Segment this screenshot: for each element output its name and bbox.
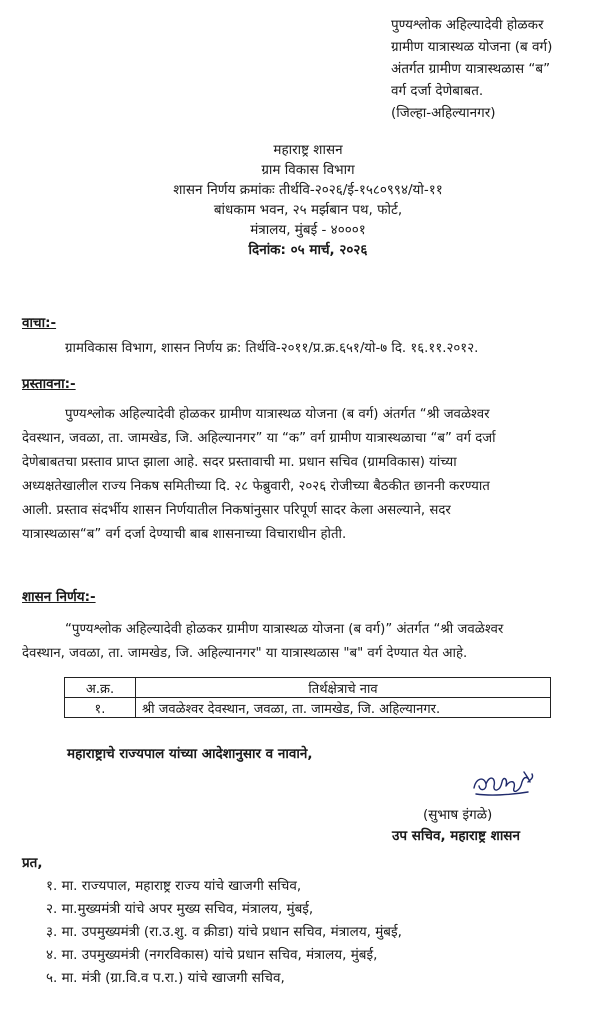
preamble-paragraph bbox=[22, 403, 600, 547]
order-line: महाराष्ट्राचे राज्यपाल यांच्या आदेशानुसार व नावाने, bbox=[67, 746, 313, 762]
read-reference: ग्रामविकास विभाग, शासन निर्णय क्र: तिर्थवि-२०११/प्र.क्र.६५१/यो-७ दि. १६.११.२०१२. bbox=[65, 341, 479, 356]
decision-heading: शासन निर्णय:- bbox=[22, 589, 96, 605]
preamble-heading: प्रस्तावना:- bbox=[22, 376, 76, 392]
table-cell-name: श्री जवळेश्वर देवस्थान, जवळा, ता. जामखेड, जि. अहिल्यानगर. bbox=[136, 698, 551, 718]
copy-to-heading: प्रत, bbox=[22, 855, 43, 871]
signature-image bbox=[470, 768, 540, 800]
department-name: ग्राम विकास विभाग bbox=[261, 162, 355, 178]
subject-line: वर्ग दर्जा देणेबाबत. bbox=[391, 83, 484, 99]
preamble-line: यात्रास्थळास“ब” वर्ग दर्जा देण्याची बाब शासनाच्या विचाराधीन होती. bbox=[22, 527, 347, 542]
list-item: ४. मा. उपमुख्यमंत्री (नगरविकास) यांचे प्रधान सचिव, मंत्रालय, मुंबई, bbox=[46, 947, 378, 963]
signatory-name: (सुभाष इंगळे) bbox=[423, 807, 493, 823]
preamble-line: आली. प्रस्ताव संदर्भीय शासन निर्णयातील निकषांनुसार परिपूर्ण सादर केला असल्याने, सदर bbox=[22, 503, 451, 518]
address-line-2: मंत्रालय, मुंबई - ४०००१ bbox=[250, 222, 366, 238]
copy-to-list bbox=[22, 852, 402, 990]
table-header-serial: अ.क्र. bbox=[65, 678, 136, 698]
subject-block bbox=[391, 14, 552, 124]
table-header-name: तिर्थक्षेत्राचे नाव bbox=[136, 678, 551, 698]
preamble-line: पुण्यश्लोक अहिल्यादेवी होळकर ग्रामीण यात्रास्थळ योजना (ब वर्ग) अंतर्गत “श्री जवळेश्वर bbox=[65, 407, 490, 422]
decision-line: देवस्थान, जवळा, ता. जामखेड, जि. अहिल्यानगर" या यात्रास्थळास "ब" वर्ग देण्यात येत आहे. bbox=[22, 646, 468, 661]
subject-line: (जिल्हा-अहिल्यानगर) bbox=[391, 105, 496, 121]
preamble-line: देणेबाबतचा प्रस्ताव प्राप्त झाला आहे. सदर प्रस्तावाची मा. प्रधान सचिव (ग्रामविकास) यांच्या bbox=[22, 455, 457, 470]
table-cell-serial: १. bbox=[65, 698, 136, 718]
address-line-1: बांधकाम भवन, २५ मर्झबान पथ, फोर्ट, bbox=[213, 202, 403, 218]
document-header bbox=[0, 140, 616, 260]
table-header-row bbox=[65, 678, 551, 698]
decision-line: “पुण्यश्लोक अहिल्यादेवी होळकर ग्रामीण यात्रास्थळ योजना (ब वर्ग)” अंतर्गत “श्री जवळेश्वर bbox=[65, 622, 504, 637]
govt-name: महाराष्ट्र शासन bbox=[273, 142, 343, 158]
subject-line: पुण्यश्लोक अहिल्यादेवी होळकर bbox=[391, 17, 544, 33]
list-item: ३. मा. उपमुख्यमंत्री (रा.उ.शु. व क्रीडा) यांचे प्रधान सचिव, मंत्रालय, मुंबई, bbox=[46, 924, 402, 940]
subject-line: ग्रामीण यात्रास्थळ योजना (ब वर्ग) bbox=[391, 39, 553, 55]
table-row bbox=[65, 698, 551, 718]
list-item: ५. मा. मंत्री (ग्रा.वि.व प.रा.) यांचे खाजगी सचिव, bbox=[46, 970, 285, 986]
gr-number: शासन निर्णय क्रमांकः तीर्थवि-२०२६/ई-१५८०९९४/यो-११ bbox=[173, 182, 443, 198]
pilgrimage-table bbox=[64, 677, 551, 718]
subject-line: अंतर्गत ग्रामीण यात्रास्थळास “ब” bbox=[391, 61, 551, 77]
signatory-designation: उप सचिव, महाराष्ट्र शासन bbox=[392, 828, 520, 844]
document-date: दिनांक: ०५ मार्च, २०२६ bbox=[248, 242, 368, 258]
decision-paragraph bbox=[22, 618, 600, 666]
read-heading: वाचा:- bbox=[22, 315, 57, 331]
list-item: २. मा.मुख्यमंत्री यांचे अपर मुख्य सचिव, मंत्रालय, मुंबई, bbox=[46, 901, 314, 917]
preamble-line: अध्यक्षतेखालील राज्य निकष समितीच्या दि. २८ फेब्रुवारी, २०२६ रोजीच्या बैठकीत छाननी करण्यात bbox=[22, 479, 490, 494]
preamble-line: देवस्थान, जवळा, ता. जामखेड, जि. अहिल्यानगर” या “क” वर्ग ग्रामीण यात्रास्थळाचा “ब” वर्ग दर्जा bbox=[22, 431, 496, 446]
list-item: १. मा. राज्यपाल, महाराष्ट्र राज्य यांचे खाजगी सचिव, bbox=[46, 878, 302, 894]
